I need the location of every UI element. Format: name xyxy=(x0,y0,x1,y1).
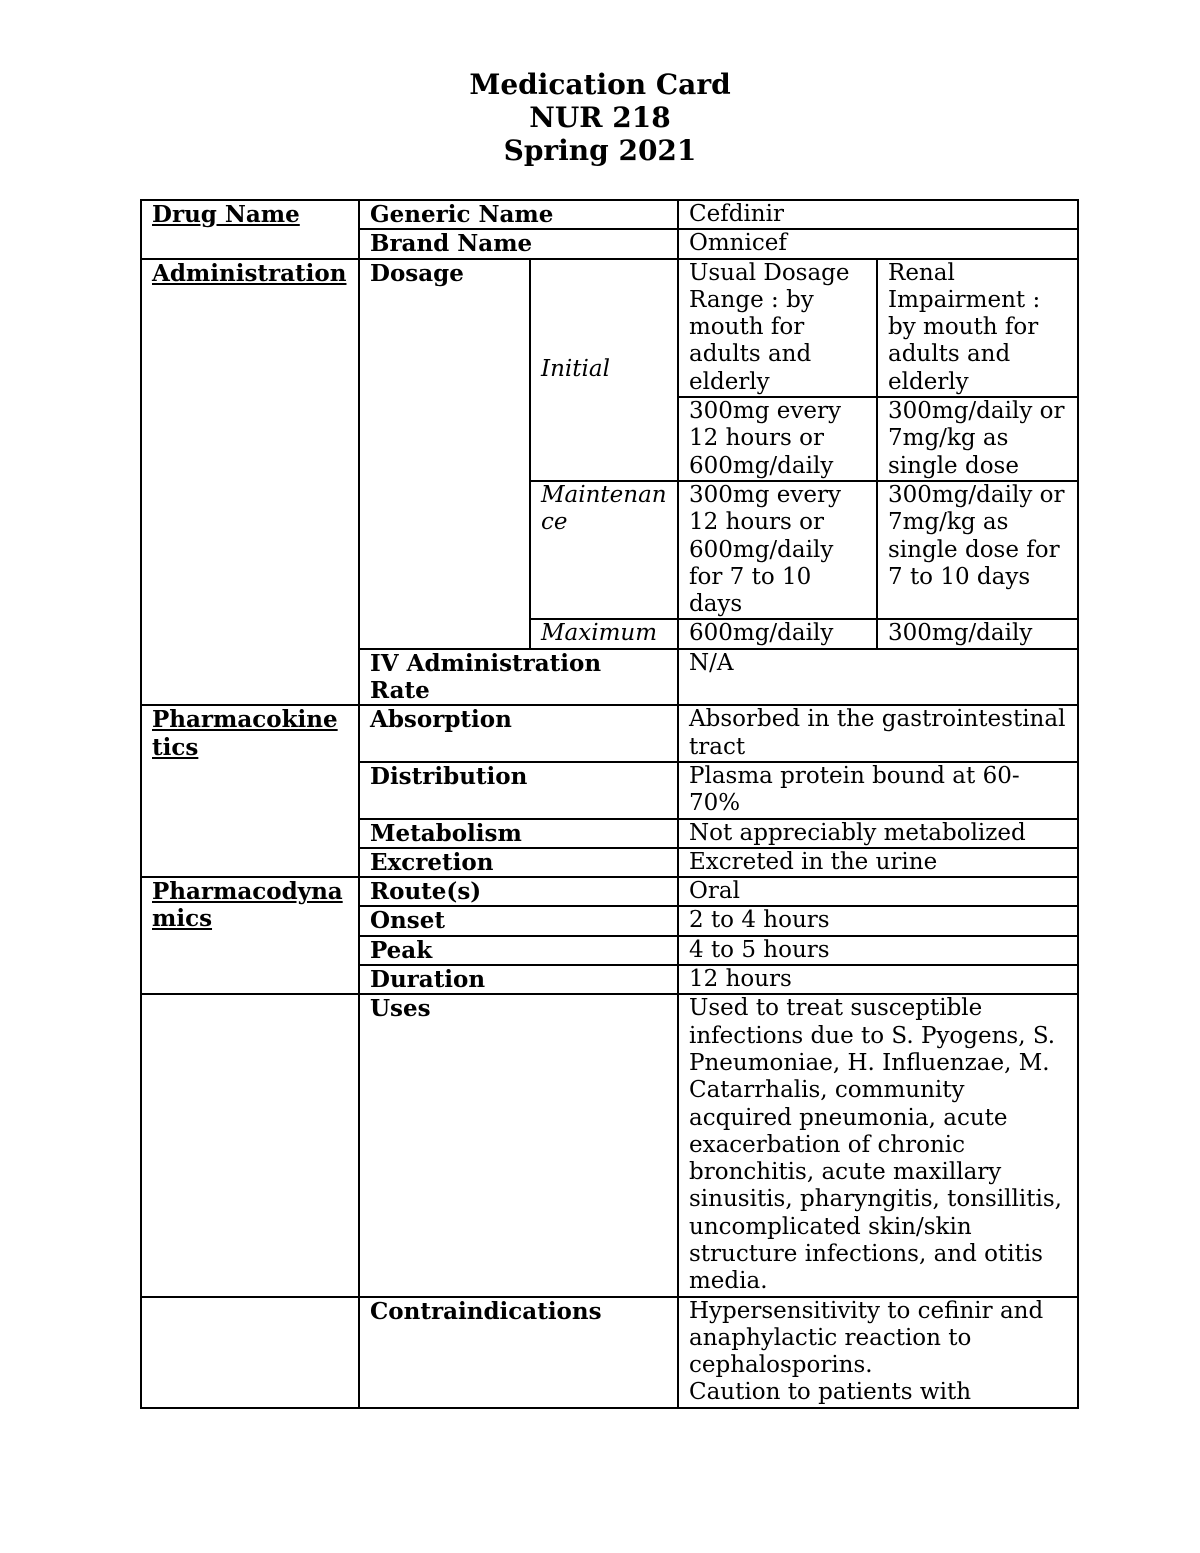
iv-rate-value: N/A xyxy=(678,649,1078,706)
peak-label: Peak xyxy=(359,936,678,965)
course-code: NUR 218 xyxy=(529,101,671,134)
contraindications-caution: Caution to patients with xyxy=(689,1379,972,1406)
excretion-label: Excretion xyxy=(359,848,678,877)
uses-label: Uses xyxy=(359,994,678,1296)
iv-rate-label: IV Administration Rate xyxy=(359,649,678,706)
metabolism-value: Not appreciably metabolized xyxy=(678,819,1078,848)
contraindications-section-empty xyxy=(141,1297,359,1408)
table-row xyxy=(141,259,1078,397)
table-row xyxy=(141,705,1078,762)
distribution-label: Distribution xyxy=(359,762,678,819)
medication-card-table xyxy=(140,199,1079,1409)
metabolism-label: Metabolism xyxy=(359,819,678,848)
generic-name-label: Generic Name xyxy=(359,200,678,229)
initial-renal-dose: 300mg/daily or 7mg/kg as single dose xyxy=(877,397,1078,481)
contraindications-cell xyxy=(678,1297,1078,1408)
peak-value: 4 to 5 hours xyxy=(678,936,1078,965)
document-title: Medication Card xyxy=(469,68,731,101)
route-value: Oral xyxy=(678,877,1078,906)
absorption-value: Absorbed in the gastrointestinal tract xyxy=(678,705,1078,762)
absorption-label: Absorption xyxy=(359,705,678,762)
renal-impairment-header: Renal Impairment : by mouth for adults and elderly xyxy=(877,259,1078,397)
term: Spring 2021 xyxy=(503,134,697,167)
dosage-maximum-label: Maximum xyxy=(530,619,678,648)
dosage-maintenance-label: Maintenance xyxy=(530,481,678,619)
document-header xyxy=(0,68,1200,167)
table-row xyxy=(141,994,1078,1296)
onset-label: Onset xyxy=(359,906,678,935)
excretion-value: Excreted in the urine xyxy=(678,848,1078,877)
onset-value: 2 to 4 hours xyxy=(678,906,1078,935)
dosage-label: Dosage xyxy=(359,259,530,649)
route-label: Route(s) xyxy=(359,877,678,906)
uses-section-empty xyxy=(141,994,359,1296)
table-row xyxy=(141,200,1078,229)
contraindications-value: Hypersensitivity to cefinir and anaphylactic reaction to cephalosporins. xyxy=(689,1297,1044,1379)
usual-dosage-header: Usual Dosage Range : by mouth for adults and elderly xyxy=(678,259,877,397)
generic-name-value: Cefdinir xyxy=(678,200,1078,229)
maintenance-renal-dose: 300mg/daily or 7mg/kg as single dose for 7 to 10 days xyxy=(877,481,1078,619)
distribution-value: Plasma protein bound at 60-70% xyxy=(678,762,1078,819)
section-administration: Administration xyxy=(141,259,359,706)
brand-name-label: Brand Name xyxy=(359,229,678,258)
dosage-initial-label: Initial xyxy=(530,259,678,481)
section-drug-name: Drug Name xyxy=(141,200,359,259)
duration-value: 12 hours xyxy=(678,965,1078,994)
duration-label: Duration xyxy=(359,965,678,994)
section-pharmacodynamics: Pharmacodynamics xyxy=(141,877,359,994)
maximum-usual-dose: 600mg/daily xyxy=(678,619,877,648)
contraindications-label: Contraindications xyxy=(359,1297,678,1408)
section-pharmacokinetics: Pharmacokinetics xyxy=(141,705,359,877)
table-row xyxy=(141,1297,1078,1408)
maintenance-usual-dose: 300mg every 12 hours or 600mg/daily for 7 to 10 days xyxy=(678,481,877,619)
initial-usual-dose: 300mg every 12 hours or 600mg/daily xyxy=(678,397,877,481)
uses-value: Used to treat susceptible infections due to S. Pyogens, S. Pneumoniae, H. Influenzae, M. Catarrhalis, community acquired pneumonia, acute exacerbation of chronic bronchitis, acute maxillary sinusitis, pharyngitis, tonsillitis, uncomplicated skin/skin structure infections, and otitis media. xyxy=(678,994,1078,1296)
table-row xyxy=(141,877,1078,906)
brand-name-value: Omnicef xyxy=(678,229,1078,258)
maximum-renal-dose: 300mg/daily xyxy=(877,619,1078,648)
